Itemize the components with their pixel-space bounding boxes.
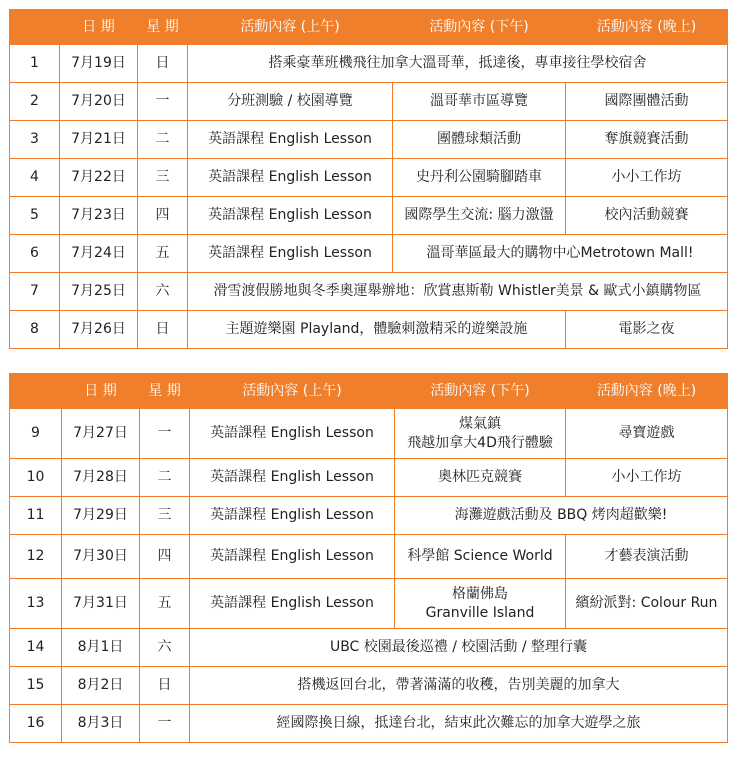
row-weekday: 一 [140, 409, 190, 459]
row-number: 13 [10, 579, 62, 629]
schedule-body-1 [10, 45, 728, 349]
row-number: 2 [10, 83, 60, 121]
activity-cell: 才藝表演活動 [566, 535, 728, 579]
schedule-table-1 [9, 9, 728, 349]
row-date: 7月27日 [62, 409, 140, 459]
activity-cell: 校內活動競賽 [566, 197, 728, 235]
row-number: 9 [10, 409, 62, 459]
activity-cell: 英語課程 English Lesson [188, 235, 393, 273]
row-date: 8月3日 [62, 705, 140, 743]
schedule-row [10, 121, 728, 159]
row-date: 7月19日 [60, 45, 138, 83]
row-number: 11 [10, 497, 62, 535]
activity-cell: 經國際換日線，抵達台北，結束此次難忘的加拿大遊學之旅 [190, 705, 728, 743]
row-date: 7月21日 [60, 121, 138, 159]
activity-cell: 海灘遊戲活動及 BBQ 烤肉超歡樂! [395, 497, 728, 535]
activity-cell: UBC 校園最後巡禮 / 校園活動 / 整理行囊 [190, 629, 728, 667]
schedule-row [10, 197, 728, 235]
row-number: 12 [10, 535, 62, 579]
activity-cell: 尋寶遊戲 [566, 409, 728, 459]
header-date: 日 期 [62, 374, 140, 409]
activity-line: 飛越加拿大4D飛行體驗 [407, 434, 553, 451]
row-date: 7月25日 [60, 273, 138, 311]
activity-cell: 搭機返回台北，帶著滿滿的收穫，告別美麗的加拿大 [190, 667, 728, 705]
activity-cell: 英語課程 English Lesson [190, 579, 395, 629]
row-number: 3 [10, 121, 60, 159]
row-weekday: 六 [138, 273, 188, 311]
row-number: 1 [10, 45, 60, 83]
activity-cell [395, 579, 566, 629]
schedule-row [10, 273, 728, 311]
row-weekday: 六 [140, 629, 190, 667]
row-number: 16 [10, 705, 62, 743]
row-number: 4 [10, 159, 60, 197]
activity-cell: 團體球類活動 [393, 121, 566, 159]
row-weekday: 五 [140, 579, 190, 629]
row-date: 7月28日 [62, 459, 140, 497]
schedule-row [10, 629, 728, 667]
row-weekday: 三 [140, 497, 190, 535]
row-number: 7 [10, 273, 60, 311]
activity-cell [395, 409, 566, 459]
row-weekday: 三 [138, 159, 188, 197]
row-date: 7月20日 [60, 83, 138, 121]
row-number: 5 [10, 197, 60, 235]
schedule-row [10, 311, 728, 349]
schedule-row [10, 459, 728, 497]
row-date: 8月1日 [62, 629, 140, 667]
header-no [10, 10, 60, 45]
activity-cell: 繽紛派對: Colour Run [566, 579, 728, 629]
row-weekday: 四 [138, 197, 188, 235]
header-row [10, 10, 728, 45]
row-weekday: 二 [138, 121, 188, 159]
row-weekday: 日 [138, 45, 188, 83]
row-weekday: 五 [138, 235, 188, 273]
row-date: 7月26日 [60, 311, 138, 349]
row-number: 15 [10, 667, 62, 705]
schedule-row [10, 45, 728, 83]
row-date: 7月22日 [60, 159, 138, 197]
activity-cell: 主題遊樂園 Playland，體驗刺激精采的遊樂設施 [188, 311, 566, 349]
schedule-row [10, 159, 728, 197]
schedule-row [10, 667, 728, 705]
activity-cell: 溫哥華區最大的購物中心Metrotown Mall! [393, 235, 728, 273]
header-weekday: 星 期 [138, 10, 188, 45]
row-weekday: 二 [140, 459, 190, 497]
header-evening: 活動內容 (晚上) [566, 10, 728, 45]
activity-cell: 英語課程 English Lesson [190, 409, 395, 459]
row-number: 10 [10, 459, 62, 497]
schedule-row [10, 409, 728, 459]
schedule-body-2 [10, 409, 728, 743]
header-afternoon: 活動內容 (下午) [393, 10, 566, 45]
activity-cell: 英語課程 English Lesson [188, 197, 393, 235]
row-number: 6 [10, 235, 60, 273]
activity-cell: 滑雪渡假勝地與冬季奧運舉辦地：欣賞惠斯勒 Whistler美景 & 歐式小鎮購物區 [188, 273, 728, 311]
row-date: 7月31日 [62, 579, 140, 629]
header-morning: 活動內容 (上午) [190, 374, 395, 409]
row-date: 7月24日 [60, 235, 138, 273]
row-date: 7月23日 [60, 197, 138, 235]
schedule-row [10, 497, 728, 535]
activity-cell: 英語課程 English Lesson [188, 121, 393, 159]
header-morning: 活動內容 (上午) [188, 10, 393, 45]
activity-cell: 科學館 Science World [395, 535, 566, 579]
activity-cell: 溫哥華市區導覽 [393, 83, 566, 121]
activity-cell: 電影之夜 [566, 311, 728, 349]
schedule-row [10, 235, 728, 273]
activity-cell: 奧林匹克競賽 [395, 459, 566, 497]
row-date: 7月30日 [62, 535, 140, 579]
activity-line: 格蘭佛島 [452, 585, 508, 602]
activity-cell: 英語課程 English Lesson [190, 535, 395, 579]
header-date: 日 期 [60, 10, 138, 45]
activity-cell: 奪旗競賽活動 [566, 121, 728, 159]
row-number: 14 [10, 629, 62, 667]
activity-cell: 英語課程 English Lesson [188, 159, 393, 197]
activity-cell: 國際學生交流: 腦力激盪 [393, 197, 566, 235]
schedule-row [10, 579, 728, 629]
activity-cell: 小小工作坊 [566, 159, 728, 197]
activity-cell: 英語課程 English Lesson [190, 459, 395, 497]
row-number: 8 [10, 311, 60, 349]
header-weekday: 星 期 [140, 374, 190, 409]
row-date: 7月29日 [62, 497, 140, 535]
activity-line: Granville Island [425, 604, 535, 621]
row-weekday: 日 [140, 667, 190, 705]
schedule-row [10, 705, 728, 743]
activity-cell: 分班測驗 / 校園導覽 [188, 83, 393, 121]
row-weekday: 一 [138, 83, 188, 121]
schedule-row [10, 535, 728, 579]
header-row [10, 374, 728, 409]
schedule-row [10, 83, 728, 121]
header-no [10, 374, 62, 409]
row-date: 8月2日 [62, 667, 140, 705]
header-afternoon: 活動內容 (下午) [395, 374, 566, 409]
activity-cell: 國際團體活動 [566, 83, 728, 121]
schedule-table-2 [9, 373, 728, 743]
activity-cell: 小小工作坊 [566, 459, 728, 497]
activity-cell: 史丹利公園騎腳踏車 [393, 159, 566, 197]
row-weekday: 一 [140, 705, 190, 743]
activity-cell: 英語課程 English Lesson [190, 497, 395, 535]
activity-line: 煤氣鎮 [459, 415, 501, 432]
row-weekday: 四 [140, 535, 190, 579]
header-evening: 活動內容 (晚上) [566, 374, 728, 409]
row-weekday: 日 [138, 311, 188, 349]
activity-cell: 搭乘豪華班機飛往加拿大溫哥華，抵達後，專車接往學校宿舍 [188, 45, 728, 83]
